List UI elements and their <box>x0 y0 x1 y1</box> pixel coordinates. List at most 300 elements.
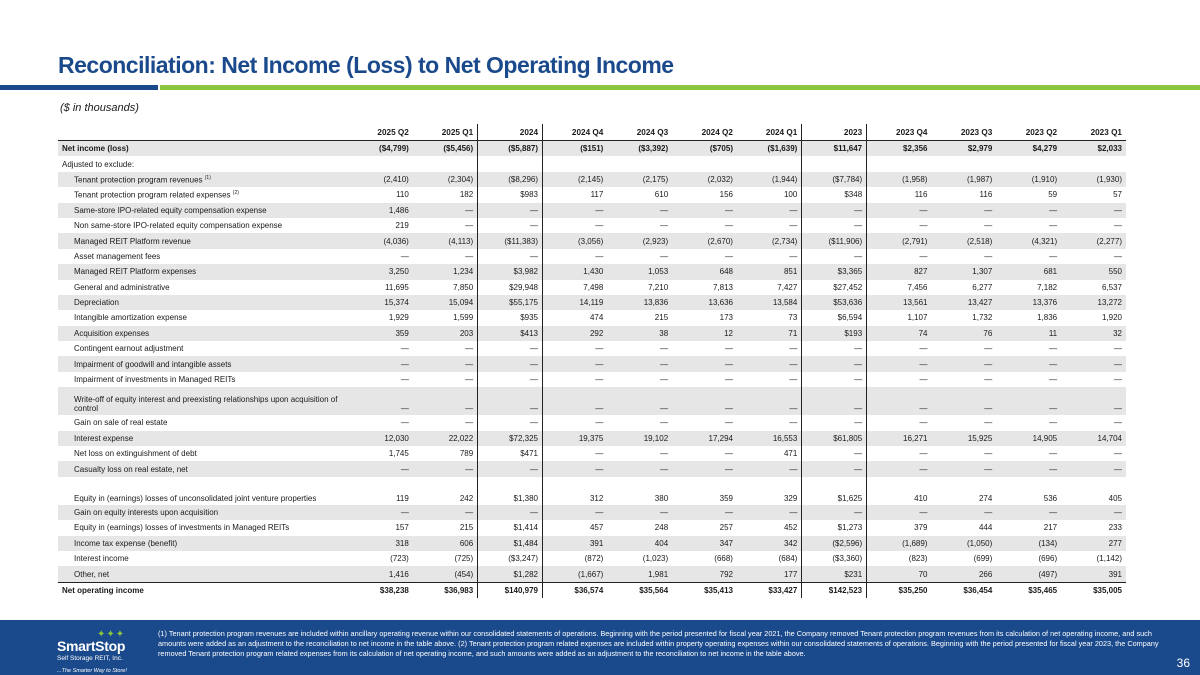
table-cell: 274 <box>978 493 993 503</box>
table-cell: 379 <box>867 520 932 535</box>
table-row <box>58 387 1126 415</box>
table-row <box>58 431 1126 446</box>
table-cell: 70 <box>867 566 932 582</box>
table-cell: — <box>789 344 798 354</box>
table-cell: 117 <box>543 187 608 202</box>
table-cell: $6,594 <box>802 310 867 325</box>
table-cell: — <box>996 505 1061 520</box>
table-cell: $35,413 <box>672 582 737 598</box>
table-cell: — <box>1114 344 1122 354</box>
table-cell: 410 <box>867 477 932 505</box>
table-cell: (2,175) <box>607 172 672 187</box>
table-cell: — <box>984 375 993 385</box>
table-cell: — <box>1114 375 1122 385</box>
table-cell: 74 <box>867 326 932 341</box>
row-label <box>58 505 348 520</box>
table-cell: 11,695 <box>384 282 409 292</box>
table-cell: — <box>737 356 802 371</box>
table-cell: — <box>607 461 672 476</box>
table-cell: (2,670) <box>672 233 737 248</box>
row-label <box>58 551 348 566</box>
table-cell: 1,836 <box>1037 313 1058 323</box>
table-cell: — <box>465 418 474 428</box>
table-row <box>58 187 1126 202</box>
table-cell: 13,272 <box>1061 295 1126 310</box>
table-cell: ($3,247) <box>478 551 543 566</box>
table-cell: 1,929 <box>388 313 409 323</box>
row-label-text: Casualty loss on real estate, net <box>74 464 188 474</box>
table-cell: — <box>984 418 993 428</box>
table-cell: $471 <box>478 446 543 461</box>
footnote-marker: (2) <box>232 190 239 197</box>
table-cell: 792 <box>672 566 737 582</box>
table-cell: — <box>478 505 543 520</box>
table-row <box>58 218 1126 233</box>
table-cell: 7,210 <box>648 282 669 292</box>
table-cell: — <box>672 387 737 415</box>
table-cell: 157 <box>395 523 409 533</box>
table-cell: ($5,887) <box>478 141 543 157</box>
row-label <box>58 295 348 310</box>
table-cell: — <box>802 446 867 461</box>
table-cell: — <box>543 372 608 387</box>
title-rule-blue <box>0 85 158 90</box>
row-label <box>58 203 348 218</box>
table-cell: — <box>1049 221 1058 231</box>
table-cell: — <box>543 461 608 476</box>
table-cell: 71 <box>737 326 802 341</box>
table-cell: 14,119 <box>543 295 608 310</box>
table-cell: — <box>867 461 932 476</box>
table-cell: 219 <box>395 221 409 231</box>
table-cell: — <box>931 356 996 371</box>
table-cell <box>802 156 867 171</box>
table-cell: — <box>478 415 543 430</box>
table-cell: 215 <box>654 313 669 323</box>
table-cell: — <box>1049 344 1058 354</box>
table-cell: — <box>465 375 474 385</box>
table-cell: 536 <box>1043 493 1058 503</box>
table-cell: — <box>1061 387 1126 415</box>
table-cell: $142,523 <box>802 582 867 598</box>
table-cell: 59 <box>1048 190 1058 200</box>
table-cell: — <box>1061 505 1126 520</box>
table-cell: ($7,784) <box>802 172 867 187</box>
table-cell: $35,250 <box>867 582 932 598</box>
table-cell: $3,365 <box>802 264 867 279</box>
table-cell: (4,036) <box>348 233 413 248</box>
table-cell: 177 <box>737 566 802 582</box>
table-cell: (3,056) <box>543 233 608 248</box>
table-cell: (1,910) <box>996 172 1061 187</box>
table-row <box>58 520 1126 535</box>
table-cell: 16,271 <box>867 431 932 446</box>
table-row <box>58 461 1126 476</box>
table-cell: 19,102 <box>607 431 672 446</box>
table-row <box>58 536 1126 551</box>
row-label <box>58 341 348 356</box>
table-cell: ($4,799) <box>348 141 413 157</box>
table-cell: 606 <box>413 536 478 551</box>
table-cell: — <box>465 344 474 354</box>
table-cell: 32 <box>1061 326 1126 341</box>
table-cell: $38,238 <box>348 582 413 598</box>
table-cell: 457 <box>543 520 608 535</box>
table-cell: 681 <box>996 264 1061 279</box>
table-cell: 215 <box>459 523 474 533</box>
table-cell: — <box>1061 356 1126 371</box>
row-label <box>58 264 348 279</box>
column-header: 2023 Q3 <box>931 124 996 141</box>
row-label-text: Same-store IPO-related equity compensation expense <box>74 205 267 215</box>
table-cell <box>1061 156 1126 171</box>
table-cell: — <box>1049 449 1058 459</box>
table-cell: 119 <box>396 493 409 503</box>
table-cell: — <box>996 461 1061 476</box>
row-label <box>58 356 348 371</box>
row-label <box>58 310 348 325</box>
table-cell: 391 <box>1061 566 1126 582</box>
table-cell: 318 <box>348 536 413 551</box>
table-cell: 19,375 <box>543 431 608 446</box>
table-cell: 22,022 <box>413 431 478 446</box>
table-cell: 15,094 <box>413 295 478 310</box>
table-cell: (2,923) <box>607 233 672 248</box>
table-row <box>58 566 1126 582</box>
row-label-text: Income tax expense (benefit) <box>74 538 178 548</box>
logo-stars-icon: ✦✦✦ <box>97 629 126 640</box>
table-cell: 156 <box>719 190 733 200</box>
table-cell: 16,553 <box>737 431 802 446</box>
table-cell <box>996 156 1061 171</box>
column-header: 2024 Q2 <box>672 124 737 141</box>
table-cell: 7,813 <box>712 282 733 292</box>
column-header: 2024 Q4 <box>543 124 608 141</box>
table-cell: 342 <box>737 536 802 551</box>
table-cell: — <box>1114 449 1122 459</box>
table-cell: (2,277) <box>1061 233 1126 248</box>
table-cell: — <box>413 387 478 415</box>
table-cell: — <box>724 251 733 261</box>
table-cell: $35,465 <box>996 582 1061 598</box>
row-label-text: Managed REIT Platform expenses <box>74 267 197 277</box>
row-label-text: Tenant protection program revenues <box>74 175 203 185</box>
table-cell: — <box>465 251 474 261</box>
table-cell: 1,430 <box>543 264 608 279</box>
table-cell: — <box>543 218 608 233</box>
table-cell: (699) <box>973 554 993 564</box>
table-cell <box>543 156 608 171</box>
table-cell: 13,427 <box>931 295 996 310</box>
table-cell: (1,689) <box>867 536 932 551</box>
table-cell: — <box>478 372 543 387</box>
table-cell: (2,304) <box>413 172 478 187</box>
table-cell: 391 <box>543 536 608 551</box>
table-cell: 1,107 <box>867 310 932 325</box>
row-label <box>58 477 348 505</box>
table-cell: — <box>478 461 543 476</box>
row-label-text: Depreciation <box>74 298 119 308</box>
table-cell: 404 <box>607 536 672 551</box>
table-cell: 1,234 <box>413 264 478 279</box>
table-cell: 73 <box>788 313 798 323</box>
table-cell: (1,023) <box>642 554 669 564</box>
table-cell: — <box>478 356 543 371</box>
table-cell: — <box>478 387 543 415</box>
table-cell: 182 <box>459 190 474 200</box>
table-cell: $193 <box>802 326 867 341</box>
row-label-text: Impairment of investments in Managed REITs <box>74 375 236 385</box>
table-cell: ($2,596) <box>802 536 867 551</box>
table-cell: — <box>478 341 543 356</box>
footnote-marker: (1) <box>204 174 211 181</box>
table-cell: — <box>867 372 932 387</box>
table-cell: — <box>543 249 608 264</box>
table-cell: $1,282 <box>478 566 543 582</box>
table-cell: $1,625 <box>802 477 867 505</box>
table-cell: 14,704 <box>1061 431 1126 446</box>
table-cell <box>931 156 996 171</box>
table-cell: — <box>931 203 996 218</box>
table-cell: — <box>802 218 867 233</box>
row-label-text: Impairment of goodwill and intangible assets <box>74 359 232 369</box>
table-row <box>58 326 1126 341</box>
row-label <box>58 446 348 461</box>
table-cell: $935 <box>478 310 543 325</box>
table-cell: 12,030 <box>348 431 413 446</box>
table-cell: 203 <box>413 326 478 341</box>
row-label-text: Gain on equity interests upon acquisition <box>74 508 219 517</box>
row-label-text: Adjusted to exclude: <box>62 159 135 169</box>
table-row <box>58 295 1126 310</box>
table-cell: — <box>724 221 733 231</box>
table-cell: 3,250 <box>348 264 413 279</box>
table-cell <box>348 156 413 171</box>
table-cell: — <box>348 387 413 415</box>
row-label-text: General and administrative <box>74 282 170 292</box>
table-cell: $36,454 <box>931 582 996 598</box>
table-cell: — <box>931 505 996 520</box>
table-cell <box>478 156 543 171</box>
table-cell: — <box>478 218 543 233</box>
column-header: 2024 Q1 <box>737 124 802 141</box>
company-logo <box>57 629 147 674</box>
row-label <box>58 566 348 582</box>
column-header: 2023 Q2 <box>996 124 1061 141</box>
table-cell: 15,925 <box>931 431 996 446</box>
row-label-text: Write-off of equity interest and preexisting relationships upon acquisition of control <box>74 395 338 414</box>
reconciliation-table <box>58 124 1126 598</box>
table-cell: $983 <box>478 187 543 202</box>
table-cell: $55,175 <box>478 295 543 310</box>
column-header: 2023 Q4 <box>867 124 932 141</box>
table-cell: — <box>802 461 867 476</box>
row-label <box>58 415 348 430</box>
table-cell <box>607 156 672 171</box>
table-cell: — <box>607 387 672 415</box>
table-cell <box>867 156 932 171</box>
table-cell: (2,032) <box>672 172 737 187</box>
row-label <box>58 187 348 202</box>
column-header: 2023 <box>802 124 867 141</box>
table-cell: (2,734) <box>737 233 802 248</box>
table-cell: — <box>984 449 993 459</box>
table-cell: 1,486 <box>348 203 413 218</box>
table-cell: — <box>996 387 1061 415</box>
table-cell: 1,416 <box>348 566 413 582</box>
table-cell: $72,325 <box>478 431 543 446</box>
table-cell <box>413 156 478 171</box>
table-cell: $36,983 <box>413 582 478 598</box>
table-cell: 789 <box>459 449 474 459</box>
table-cell: (823) <box>867 551 932 566</box>
table-row <box>58 372 1126 387</box>
table-cell: 380 <box>654 493 669 503</box>
title-rule-green <box>160 85 1200 90</box>
row-label <box>58 280 348 295</box>
table-cell: — <box>543 203 608 218</box>
table-cell: — <box>348 461 413 476</box>
table-cell: 242 <box>459 493 474 503</box>
table-cell: $231 <box>802 566 867 582</box>
table-cell: 233 <box>1108 523 1122 533</box>
table-cell: — <box>1049 375 1058 385</box>
table-cell: — <box>672 356 737 371</box>
table-cell: — <box>543 341 608 356</box>
table-cell: — <box>400 375 409 385</box>
table-cell: 452 <box>783 523 798 533</box>
table-cell: $29,948 <box>478 280 543 295</box>
row-label <box>58 431 348 446</box>
table-cell: $33,427 <box>737 582 802 598</box>
units-note: ($ in thousands) <box>60 102 139 114</box>
table-cell: (1,944) <box>737 172 802 187</box>
column-header: 2024 Q3 <box>607 124 672 141</box>
table-cell: 7,456 <box>867 280 932 295</box>
table-row <box>58 582 1126 598</box>
table-cell: 11 <box>996 326 1061 341</box>
table-cell: ($8,296) <box>478 172 543 187</box>
table-cell: — <box>802 356 867 371</box>
table-cell: 116 <box>979 190 993 200</box>
row-label <box>58 582 348 598</box>
row-label-text: Net operating income <box>62 585 144 595</box>
table-cell: 7,498 <box>543 280 608 295</box>
table-cell: 6,537 <box>1101 282 1122 292</box>
table-cell: — <box>802 387 867 415</box>
table-row <box>58 233 1126 248</box>
table-cell: — <box>737 203 802 218</box>
table-cell: 76 <box>931 326 996 341</box>
row-label-text: Equity in (earnings) losses of investments in Managed REITs <box>74 523 290 533</box>
table-cell: (4,321) <box>996 233 1061 248</box>
table-cell: 110 <box>396 190 409 200</box>
table-cell <box>672 156 737 171</box>
table-cell: — <box>400 344 409 354</box>
table-cell: (723) <box>390 554 409 564</box>
table-cell: — <box>543 505 608 520</box>
row-label <box>58 233 348 248</box>
table-cell: — <box>413 203 478 218</box>
table-cell: ($1,639) <box>737 141 802 157</box>
table-cell: 359 <box>719 493 733 503</box>
row-label-text: Managed REIT Platform revenue <box>74 236 191 246</box>
table-cell: 1,307 <box>931 264 996 279</box>
column-header: 2025 Q1 <box>413 124 478 141</box>
table-cell: — <box>660 251 669 261</box>
table-cell: 1,599 <box>453 313 474 323</box>
row-label-text: Gain on sale of real estate <box>74 418 168 428</box>
table-row <box>58 477 1126 505</box>
table-cell: $4,279 <box>996 141 1061 157</box>
table-cell: — <box>607 505 672 520</box>
table-row <box>58 341 1126 356</box>
table-body <box>58 141 1126 599</box>
logo-tagline: ...The Smarter Way to Store! <box>57 668 127 674</box>
table-cell: $35,564 <box>607 582 672 598</box>
table-cell: (134) <box>996 536 1061 551</box>
table-cell: — <box>737 505 802 520</box>
table-cell: 827 <box>867 264 932 279</box>
table-cell: 648 <box>672 264 737 279</box>
table-cell: 100 <box>783 190 798 200</box>
table-cell: (4,113) <box>413 233 478 248</box>
table-cell: (1,958) <box>867 172 932 187</box>
table-cell: ($151) <box>543 141 608 157</box>
table-cell: 173 <box>719 313 733 323</box>
table-cell: — <box>1114 221 1122 231</box>
table-cell: $1,380 <box>478 477 543 505</box>
table-cell: — <box>724 418 733 428</box>
table-cell: — <box>867 249 932 264</box>
table-row <box>58 141 1126 157</box>
table-cell: — <box>789 375 798 385</box>
table-cell: (1,987) <box>931 172 996 187</box>
table-cell: — <box>1049 251 1058 261</box>
row-label <box>58 372 348 387</box>
table-cell: 550 <box>1061 264 1126 279</box>
table-cell: $3,982 <box>478 264 543 279</box>
table-cell: — <box>867 203 932 218</box>
row-label <box>58 249 348 264</box>
row-label-text: Contingent earnout adjustment <box>74 344 184 354</box>
table-row <box>58 172 1126 187</box>
table-cell: — <box>543 387 608 415</box>
table-cell: 347 <box>672 536 737 551</box>
table-cell: (684) <box>778 554 798 564</box>
table-row <box>58 446 1126 461</box>
table-cell: — <box>348 505 413 520</box>
table-cell: (2,145) <box>543 172 608 187</box>
logo-subtitle: Self Storage REIT, Inc. <box>57 655 123 662</box>
table-cell: — <box>660 344 669 354</box>
table-cell: 359 <box>348 326 413 341</box>
table-row <box>58 203 1126 218</box>
row-label <box>58 536 348 551</box>
table-cell: 217 <box>1043 523 1058 533</box>
table-cell: — <box>660 221 669 231</box>
table-cell: $36,574 <box>543 582 608 598</box>
table-cell: 444 <box>978 523 993 533</box>
table-cell: ($5,456) <box>413 141 478 157</box>
logo-name: SmartStop <box>57 638 126 654</box>
table-cell: 6,277 <box>972 282 993 292</box>
row-label-text: Non same-store IPO-related equity compensation expense <box>74 221 283 231</box>
reconciliation-table-container <box>58 124 1126 598</box>
table-cell <box>737 156 802 171</box>
table-cell: — <box>984 344 993 354</box>
table-cell: (454) <box>413 566 478 582</box>
